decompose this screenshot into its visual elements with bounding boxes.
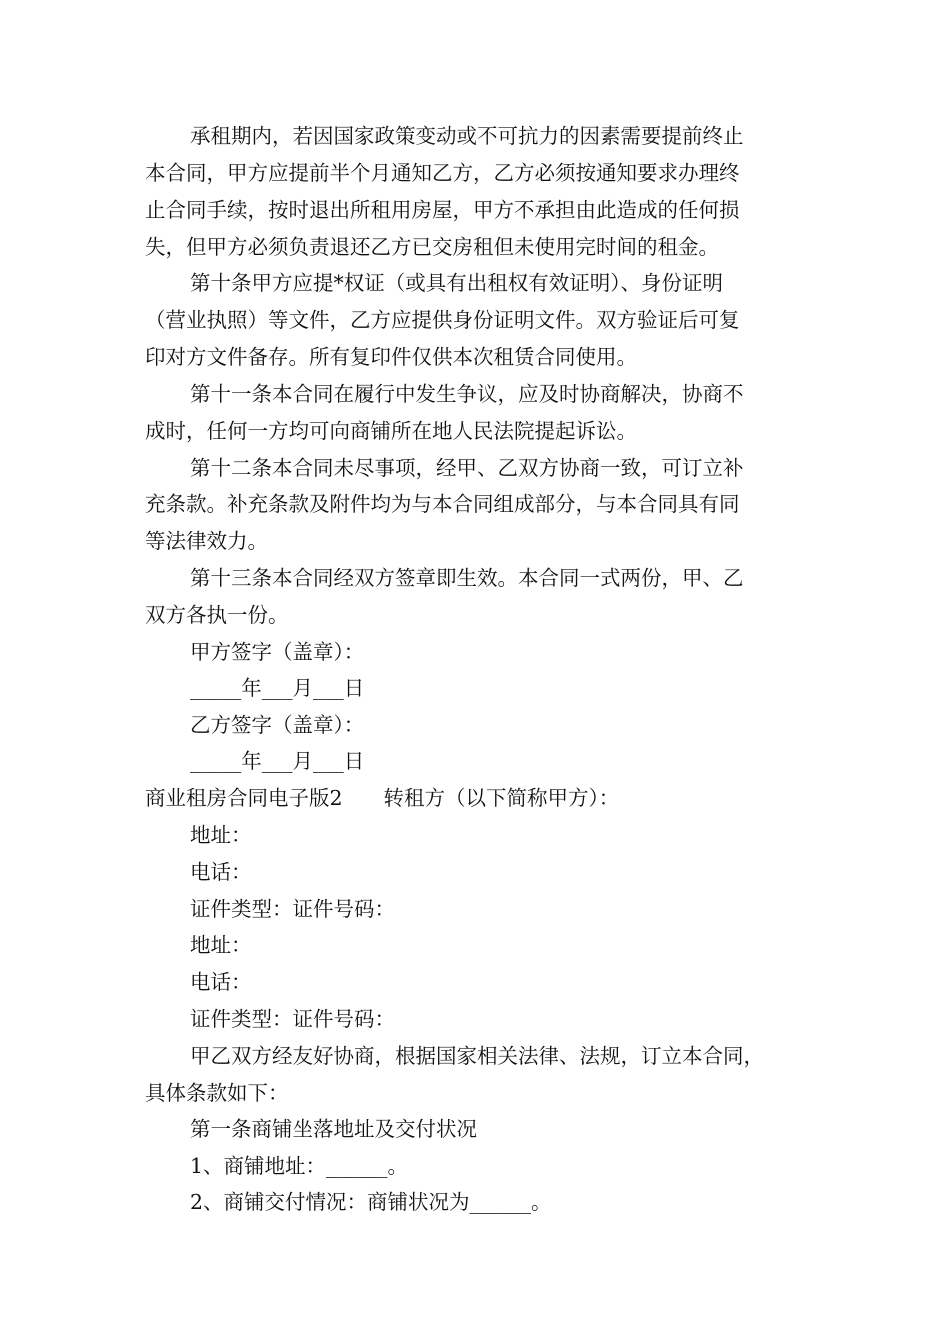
paragraph-line: 甲乙双方经友好协商，根据国家相关法律、法规，订立本合同， [190, 1044, 764, 1068]
paragraph-line: 失，但甲方必须负责退还乙方已交房租但未使用完时间的租金。 [145, 235, 719, 259]
clause-item: 2、商铺交付情况：商铺状况为______。 [190, 1190, 552, 1214]
paragraph-line: 等法律效力。 [145, 529, 268, 553]
paragraph-line: 具体条款如下： [145, 1081, 289, 1105]
paragraph-line: 第十条甲方应提*权证（或具有出租权有效证明）、身份证明 [190, 271, 723, 295]
date-line-party-b: _____年___月___日 [190, 749, 365, 773]
paragraph-line: 承租期内，若因国家政策变动或不可抗力的因素需要提前终止 [190, 124, 744, 148]
field-line: 证件类型：证件号码： [190, 897, 395, 921]
section-heading: 商业租房合同电子版2 转租方（以下简称甲方）： [145, 786, 620, 810]
field-line: 证件类型：证件号码： [190, 1007, 395, 1031]
clause-heading: 第一条商铺坐落地址及交付状况 [190, 1117, 477, 1141]
field-line: 电话： [190, 970, 252, 994]
signature-line-party-a: 甲方签字（盖章）： [190, 640, 365, 664]
paragraph-line: 成时，任何一方均可向商铺所在地人民法院提起诉讼。 [145, 419, 637, 443]
paragraph-line: 充条款。补充条款及附件均为与本合同组成部分，与本合同具有同 [145, 492, 740, 516]
paragraph-line: 止合同手续，按时退出所租用房屋，甲方不承担由此造成的任何损 [145, 198, 740, 222]
paragraph-line: 第十三条本合同经双方签章即生效。本合同一式两份，甲、乙 [190, 566, 744, 590]
paragraph-line: 双方各执一份。 [145, 603, 289, 627]
field-line: 地址： [190, 823, 252, 847]
paragraph-line: 印对方文件备存。所有复印件仅供本次租赁合同使用。 [145, 345, 637, 369]
paragraph-line: 第十一条本合同在履行中发生争议，应及时协商解决，协商不 [190, 382, 744, 406]
date-line-party-a: _____年___月___日 [190, 676, 365, 700]
paragraph-line: （营业执照）等文件，乙方应提供身份证明文件。双方验证后可复 [145, 308, 740, 332]
field-line: 地址： [190, 933, 252, 957]
paragraph-line: 第十二条本合同未尽事项，经甲、乙双方协商一致，可订立补 [190, 456, 744, 480]
signature-line-party-b: 乙方签字（盖章）： [190, 713, 365, 737]
field-line: 电话： [190, 860, 252, 884]
paragraph-line: 本合同，甲方应提前半个月通知乙方，乙方必须按通知要求办理终 [145, 161, 740, 185]
clause-item: 1、商铺地址：______。 [190, 1154, 409, 1178]
